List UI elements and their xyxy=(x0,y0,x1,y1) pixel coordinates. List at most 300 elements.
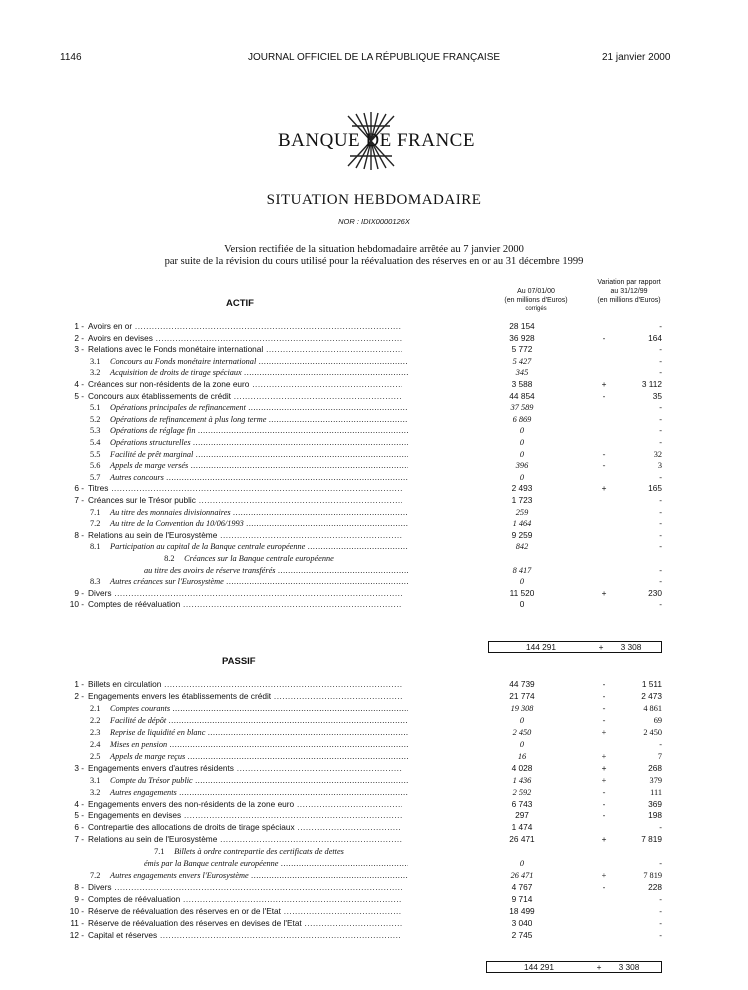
table-row xyxy=(0,691,748,702)
row-label xyxy=(62,763,402,774)
row-value: 44 854 xyxy=(509,390,535,401)
row-value: 5 772 xyxy=(511,344,533,355)
row-label xyxy=(62,483,402,494)
row-variation: 7 819 xyxy=(643,871,662,881)
row-text: Autres créances sur l'Eurosystème ..... xyxy=(110,577,408,586)
row-variation: 4 861 xyxy=(643,703,662,713)
row-number: 7 - xyxy=(74,834,84,845)
row-number: 8.1 xyxy=(90,542,101,552)
table-row xyxy=(0,379,748,390)
row-label xyxy=(68,518,408,529)
actif-total-sign: + xyxy=(598,642,604,652)
row-variation-sign: + xyxy=(601,379,607,389)
row-value: 0 xyxy=(519,859,525,869)
row-label xyxy=(68,727,408,738)
row-value: 345 xyxy=(515,368,529,378)
table-row xyxy=(0,414,748,425)
row-number: 12 - xyxy=(69,929,84,940)
row-text: émis par la Banque centrale européenne ..... xyxy=(144,859,408,868)
row-label xyxy=(62,906,402,917)
row-value: 0 xyxy=(519,449,525,459)
row-variation-sign: - xyxy=(602,449,606,459)
table-row xyxy=(0,846,748,857)
subtitle-line-1: Version rectifiée de la situation hebdomadaire arrêtée au 7 janvier 2000 xyxy=(224,244,524,255)
row-number: 3.1 xyxy=(90,356,101,366)
col2-line2: au 31/12/99 xyxy=(610,288,648,295)
table-row xyxy=(0,715,748,726)
row-value: 297 xyxy=(515,810,529,821)
row-label xyxy=(68,775,408,786)
row-number: 5.4 xyxy=(90,438,101,447)
table-row xyxy=(0,870,748,881)
table-row xyxy=(0,565,748,576)
row-value: 28 154 xyxy=(509,321,535,331)
row-label xyxy=(68,460,408,471)
col2-line3: (en millions d'Euros) xyxy=(597,297,661,304)
row-variation: 164 xyxy=(648,332,662,343)
row-variation-sign: + xyxy=(601,762,607,773)
row-number: 9 - xyxy=(74,587,84,598)
row-text: au titre des avoirs de réserve transférés ..... xyxy=(144,566,408,575)
table-row xyxy=(0,530,748,541)
row-value: 4 028 xyxy=(511,762,533,773)
table-row xyxy=(0,321,748,332)
row-value: 26 471 xyxy=(510,871,534,881)
row-text: Reprise de liquidité en blanc ..... xyxy=(110,728,408,737)
row-value: 6 869 xyxy=(512,414,532,424)
table-row xyxy=(0,553,748,564)
row-value: 0 xyxy=(519,715,525,725)
table-row xyxy=(0,727,748,738)
col1-line3: corrigés xyxy=(525,306,547,312)
row-number: 2.1 xyxy=(90,703,101,713)
row-text: Titres ..... xyxy=(88,483,402,493)
row-label xyxy=(68,846,408,857)
row-variation: - xyxy=(659,739,662,749)
row-variation: 32 xyxy=(653,449,662,459)
row-number: 2.3 xyxy=(90,727,101,737)
row-label xyxy=(68,715,408,726)
row-label xyxy=(68,703,408,714)
row-variation: - xyxy=(659,414,662,424)
row-variation: - xyxy=(659,368,662,378)
row-number: 3.2 xyxy=(90,787,101,797)
table-row xyxy=(0,930,748,941)
row-number: 6 - xyxy=(74,483,84,494)
issue-date: 21 janvier 2000 xyxy=(602,52,671,63)
row-variation: 111 xyxy=(650,787,662,797)
row-text: Relations au sein de l'Eurosystème ..... xyxy=(88,530,402,540)
table-row xyxy=(0,703,748,714)
row-number: 5.1 xyxy=(90,403,101,413)
row-label xyxy=(62,691,402,702)
row-variation-sign: + xyxy=(601,483,607,494)
row-value: 11 520 xyxy=(509,587,535,598)
row-variation: 7 xyxy=(657,751,662,761)
row-value: 18 499 xyxy=(509,906,535,917)
row-label xyxy=(68,858,408,869)
row-value: 396 xyxy=(515,461,529,471)
table-row xyxy=(0,894,748,905)
row-variation: 3 112 xyxy=(641,379,662,389)
row-text: Divers ..... xyxy=(88,882,402,892)
row-variation: 3 xyxy=(657,461,662,471)
row-value: 842 xyxy=(515,542,529,552)
row-variation-sign: - xyxy=(602,390,606,401)
table-row xyxy=(0,472,748,483)
page-number: 1146 xyxy=(60,52,82,63)
row-text: Créances sur le Trésor public ..... xyxy=(88,495,402,505)
row-variation: - xyxy=(659,577,662,587)
row-text: Comptes de réévaluation ..... xyxy=(88,599,402,609)
row-value: 0 xyxy=(519,577,525,587)
col1-line2: (en millions d'Euros) xyxy=(504,297,568,304)
row-number: 5.5 xyxy=(90,449,101,459)
subtitle-line-2: par suite de la révision du cours utilisé pour la réévaluation des réserves en or au 31 décembre 1999 xyxy=(164,256,584,267)
col1-line1: Au 07/01/00 xyxy=(517,288,555,295)
row-label xyxy=(68,507,408,518)
row-label xyxy=(68,870,408,881)
row-value: 3 588 xyxy=(511,379,533,389)
row-label xyxy=(68,576,408,587)
row-text: Réserve de réévaluation des réserves en or de l'Etat ..... xyxy=(88,906,402,916)
row-variation: 2 450 xyxy=(643,727,662,737)
row-label xyxy=(68,402,408,413)
row-variation: 69 xyxy=(653,715,662,725)
table-row xyxy=(0,799,748,810)
row-variation-sign: - xyxy=(602,690,606,701)
row-variation: - xyxy=(659,507,662,517)
row-variation: - xyxy=(659,519,662,529)
row-value: 26 471 xyxy=(509,834,535,845)
row-number: 5.6 xyxy=(90,461,101,471)
row-number: 3 - xyxy=(74,762,84,773)
row-value: 5 427 xyxy=(512,356,532,366)
row-text: Autres engagements ..... xyxy=(110,788,408,797)
row-variation: - xyxy=(659,356,662,366)
row-text: Participation au capital de la Banque centrale européenne ..... xyxy=(110,542,408,551)
row-label xyxy=(68,425,408,436)
journal-title: JOURNAL OFFICIEL DE LA RÉPUBLIQUE FRANÇAISE xyxy=(247,52,501,63)
row-text: Comptes de réévaluation ..... xyxy=(88,894,402,904)
row-text: Engagements envers d'autres résidents ..... xyxy=(88,763,402,773)
table-row xyxy=(0,751,748,762)
row-variation-sign: + xyxy=(601,727,607,737)
banque-de-france-logo xyxy=(256,112,486,170)
row-variation: 198 xyxy=(648,810,662,821)
row-value: 21 774 xyxy=(509,690,535,701)
row-text: Concours aux établissements de crédit ..... xyxy=(88,391,402,401)
row-variation: 35 xyxy=(652,390,662,401)
row-number: 11 - xyxy=(70,918,84,928)
row-variation: 7 819 xyxy=(641,834,662,845)
row-variation: 1 511 xyxy=(641,679,662,689)
row-number: 8 - xyxy=(74,882,84,893)
row-variation-sign: - xyxy=(602,798,606,809)
row-text: Contrepartie des allocations de droits de tirage spéciaux ..... xyxy=(88,822,402,832)
table-row xyxy=(0,882,748,893)
table-row xyxy=(0,906,748,917)
row-variation-sign: - xyxy=(602,679,606,689)
row-variation: 268 xyxy=(648,762,662,773)
passif-total-value: 144 291 xyxy=(524,962,554,972)
table-row xyxy=(0,810,748,821)
table-row xyxy=(0,333,748,344)
row-number: 7.2 xyxy=(90,519,101,529)
row-label xyxy=(62,344,402,355)
table-row xyxy=(0,437,748,448)
row-variation-sign: - xyxy=(602,703,606,713)
row-text: Opérations principales de refinancement ..... xyxy=(110,403,408,412)
row-value: 19 308 xyxy=(510,703,534,713)
row-variation: - xyxy=(659,403,662,413)
row-label xyxy=(62,822,402,833)
nor-reference: NOR : IDIX0000126X xyxy=(338,217,410,226)
row-number: 2.5 xyxy=(90,751,101,761)
row-variation: - xyxy=(659,599,662,610)
row-variation-sign: + xyxy=(601,751,607,761)
row-value: 37 589 xyxy=(510,403,534,413)
row-variation: - xyxy=(659,426,662,436)
row-value: 1 436 xyxy=(512,775,532,785)
row-number: 2 - xyxy=(74,690,84,701)
row-value: 6 743 xyxy=(511,798,533,809)
row-value: 1 723 xyxy=(511,495,533,505)
table-row xyxy=(0,541,748,552)
row-number: 5.7 xyxy=(90,472,101,482)
row-value: 2 592 xyxy=(512,787,532,797)
row-text: Au titre des monnaies divisionnaires ..... xyxy=(110,508,408,517)
row-variation: - xyxy=(659,906,662,917)
table-row xyxy=(0,787,748,798)
table-row xyxy=(0,367,748,378)
row-text: Capital et réserves ..... xyxy=(88,930,402,940)
row-variation: - xyxy=(659,918,662,928)
row-variation: - xyxy=(659,822,662,833)
row-variation-sign: + xyxy=(601,587,607,598)
actif-total-value: 144 291 xyxy=(526,642,556,652)
row-label xyxy=(68,541,408,552)
row-number: 9 - xyxy=(74,894,84,905)
table-row xyxy=(0,739,748,750)
col2-line1: Variation par rapport xyxy=(597,279,661,286)
row-label xyxy=(62,918,402,929)
row-text: Billets en circulation ..... xyxy=(88,679,402,689)
row-number: 5 - xyxy=(74,390,84,401)
table-row xyxy=(0,449,748,460)
row-value: 16 xyxy=(517,751,527,761)
table-row xyxy=(0,344,748,355)
row-label xyxy=(62,379,402,390)
row-label xyxy=(62,588,402,599)
row-text: Avoirs en or ..... xyxy=(88,321,402,331)
row-value: 2 493 xyxy=(511,483,533,494)
row-variation-sign: - xyxy=(602,332,606,343)
row-label xyxy=(62,894,402,905)
row-variation: - xyxy=(659,495,662,505)
passif-total-sign: + xyxy=(596,962,602,972)
actif-total-variation: 3 308 xyxy=(620,642,642,652)
row-value: 1 464 xyxy=(512,519,532,529)
row-variation: - xyxy=(659,565,662,575)
row-variation-sign: - xyxy=(602,715,606,725)
row-text: Opérations de réglage fin ..... xyxy=(110,426,408,435)
row-number: 8 - xyxy=(74,529,84,540)
row-value: 0 xyxy=(519,739,525,749)
passif-heading: PASSIF xyxy=(222,656,256,667)
table-row xyxy=(0,402,748,413)
column-header-variation xyxy=(584,278,674,305)
row-number: 4 - xyxy=(74,798,84,809)
column-header-value xyxy=(492,287,580,314)
row-label xyxy=(62,599,402,610)
row-label xyxy=(68,787,408,798)
table-row xyxy=(0,588,748,599)
row-label xyxy=(68,367,408,378)
row-variation-sign: - xyxy=(602,787,606,797)
row-variation: - xyxy=(659,542,662,552)
row-label xyxy=(68,739,408,750)
row-text: Appels de marge versés ..... xyxy=(110,461,408,470)
table-row xyxy=(0,356,748,367)
passif-total-box xyxy=(486,961,662,973)
row-label xyxy=(62,810,402,821)
row-number: 10 - xyxy=(69,599,84,610)
row-label xyxy=(62,333,402,344)
row-variation: - xyxy=(659,472,662,482)
row-number: 3.1 xyxy=(90,775,101,785)
document-title: SITUATION HEBDOMADAIRE xyxy=(266,192,482,208)
actif-heading: ACTIF xyxy=(226,298,254,309)
table-row xyxy=(0,858,748,869)
passif-total-variation: 3 308 xyxy=(618,962,640,972)
row-number: 5.2 xyxy=(90,414,101,424)
row-text: Engagements envers des non-résidents de la zone euro ..... xyxy=(88,799,402,809)
row-label xyxy=(62,834,402,845)
row-variation-sign: - xyxy=(602,461,606,471)
row-text: Divers ..... xyxy=(88,588,402,598)
row-label xyxy=(68,751,408,762)
row-text: Créances sur la Banque centrale européenne xyxy=(184,554,334,563)
row-variation: - xyxy=(659,438,662,447)
row-text: Au titre de la Convention du 10/06/1993 ..... xyxy=(110,519,408,528)
row-variation-sign: - xyxy=(602,810,606,821)
table-row xyxy=(0,507,748,518)
row-label xyxy=(68,414,408,425)
table-row xyxy=(0,460,748,471)
row-variation: 2 473 xyxy=(641,690,662,701)
table-row xyxy=(0,834,748,845)
row-label xyxy=(68,472,408,483)
row-text: Avoirs en devises ..... xyxy=(88,333,402,343)
row-variation: - xyxy=(659,859,662,869)
row-text: Concours au Fonds monétaire international ..... xyxy=(110,357,408,366)
row-value: 4 767 xyxy=(511,882,533,893)
row-label xyxy=(62,930,402,941)
row-variation: - xyxy=(659,929,662,940)
table-row xyxy=(0,391,748,402)
row-variation: - xyxy=(659,344,662,355)
table-row xyxy=(0,679,748,690)
row-text: Mises en pension ..... xyxy=(110,740,408,749)
row-value: 0 xyxy=(519,438,525,447)
row-number: 7.2 xyxy=(90,871,101,881)
table-row xyxy=(0,483,748,494)
row-label xyxy=(68,565,408,576)
table-row xyxy=(0,495,748,506)
row-variation: - xyxy=(659,894,662,905)
row-number: 2.4 xyxy=(90,739,101,749)
row-label xyxy=(62,321,402,332)
row-label xyxy=(68,356,408,367)
row-number: 10 - xyxy=(69,906,84,917)
row-variation: 379 xyxy=(649,775,662,785)
row-value: 0 xyxy=(519,426,525,436)
row-text: Relations avec le Fonds monétaire international ..... xyxy=(88,344,402,354)
table-row xyxy=(0,425,748,436)
row-text: Facilité de prêt marginal ..... xyxy=(110,450,408,459)
row-text: Billets à ordre contrepartie des certificats de dettes xyxy=(174,847,344,857)
row-variation: - xyxy=(659,321,662,331)
row-value: 1 474 xyxy=(511,822,533,833)
logo-text: BANQUE DE FRANCE xyxy=(278,130,475,151)
row-label xyxy=(62,495,402,506)
row-label xyxy=(68,449,408,460)
row-number: 7.1 xyxy=(154,847,165,857)
row-text: Engagements en devises ..... xyxy=(88,810,402,820)
row-value: 0 xyxy=(519,599,525,610)
row-value: 8 417 xyxy=(512,565,532,575)
row-number: 5 - xyxy=(74,810,84,821)
row-variation: - xyxy=(659,529,662,540)
row-variation-sign: + xyxy=(601,871,607,881)
row-label xyxy=(68,437,408,448)
row-label xyxy=(62,882,402,893)
row-text: Opérations de refinancement à plus long terme ..... xyxy=(110,415,408,424)
row-number: 1 - xyxy=(74,321,84,331)
row-variation: 369 xyxy=(648,798,662,809)
table-row xyxy=(0,763,748,774)
table-row xyxy=(0,576,748,587)
row-text: Acquisition de droits de tirage spéciaux ..... xyxy=(110,368,408,377)
table-row xyxy=(0,775,748,786)
row-text: Facilité de dépôt ..... xyxy=(110,716,408,725)
row-value: 259 xyxy=(515,507,529,517)
table-row xyxy=(0,518,748,529)
row-value: 2 450 xyxy=(512,727,532,737)
row-text: Relations au sein de l'Eurosystème ..... xyxy=(88,834,402,844)
row-label xyxy=(62,530,402,541)
table-row xyxy=(0,822,748,833)
row-number: 2.2 xyxy=(90,715,101,725)
row-value: 9 714 xyxy=(511,894,533,905)
row-variation-sign: - xyxy=(602,882,606,893)
row-value: 3 040 xyxy=(511,918,533,928)
row-text: Appels de marge reçus ..... xyxy=(110,752,408,761)
actif-total-box xyxy=(488,641,662,653)
row-number: 7 - xyxy=(74,495,84,505)
row-label xyxy=(62,391,402,402)
row-value: 36 928 xyxy=(509,332,535,343)
row-number: 4 - xyxy=(74,379,84,389)
row-variation-sign: + xyxy=(601,834,607,845)
row-text: Créances sur non-résidents de la zone euro ..... xyxy=(88,379,402,389)
row-variation: 230 xyxy=(648,587,662,598)
row-value: 9 259 xyxy=(511,529,533,540)
row-variation-sign: + xyxy=(601,775,607,785)
row-number: 5.3 xyxy=(90,426,101,436)
row-text: Réserve de réévaluation des réserves en devises de l'Etat ..... xyxy=(88,918,402,928)
